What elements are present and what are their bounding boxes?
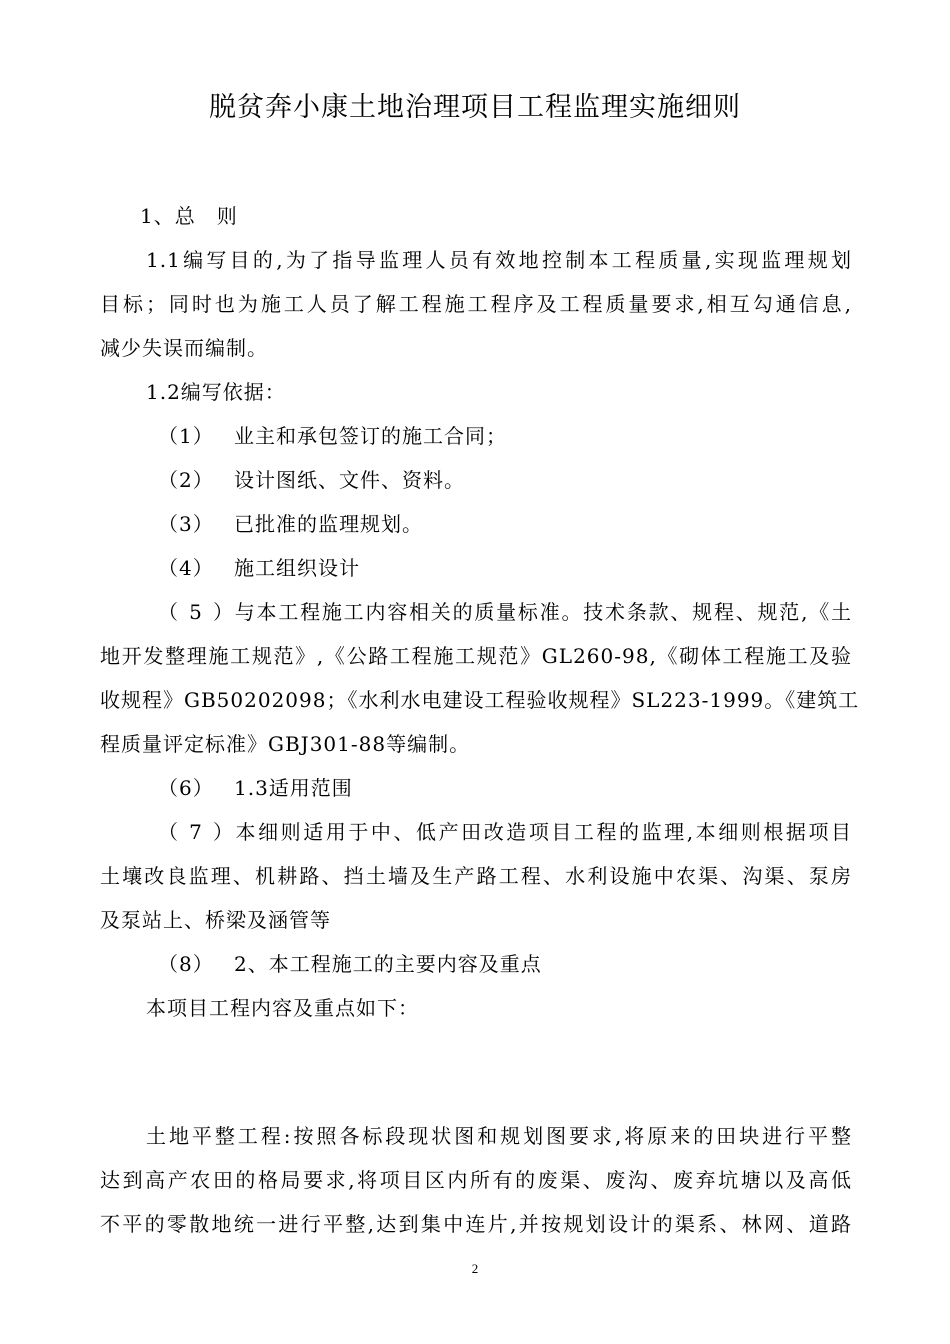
list-item-number: （8） bbox=[158, 952, 214, 976]
paragraph-line: 土壤改良监理、机耕路、挡土墙及生产路工程、水利设施中农渠、沟渠、泵房 bbox=[100, 864, 852, 888]
paragraph-line: 目标；同时也为施工人员了解工程施工程序及工程质量要求,相互勾通信息, bbox=[100, 292, 852, 316]
paragraph-line: 本项目工程内容及重点如下： bbox=[146, 996, 419, 1020]
section-heading-general: 1、总 则 bbox=[140, 204, 238, 228]
paragraph-line: 减少失误而编制。 bbox=[100, 336, 268, 360]
list-item bbox=[100, 766, 852, 810]
list-item-number: （4） bbox=[158, 556, 214, 580]
list-item-number: （5） bbox=[158, 600, 234, 624]
paragraph-land-leveling bbox=[100, 1114, 852, 1246]
paragraph-line: 及泵站上、桥梁及涵管等 bbox=[100, 908, 331, 932]
paragraph-line: 收规程》GB50202098；《水利水电建设工程验收规程》SL223-1999。《建筑工 bbox=[100, 688, 860, 712]
list-item-text: 施工组织设计 bbox=[234, 556, 360, 580]
list-item-standards bbox=[100, 590, 860, 766]
list-item-main-content bbox=[100, 942, 852, 986]
list-item-text: 与本工程施工内容相关的质量标准。技术条款、规程、规范,《土 bbox=[234, 600, 852, 624]
paragraph-line: 土地平整工程:按照各标段现状图和规划图要求,将原来的田块进行平整 bbox=[146, 1124, 852, 1148]
page-number: 2 bbox=[471, 1261, 479, 1276]
list-item bbox=[100, 414, 852, 458]
list-item-text: 业主和承包签订的施工合同； bbox=[234, 424, 507, 448]
paragraph-line: 程质量评定标准》GBJ301-88等编制。 bbox=[100, 732, 471, 756]
paragraph-line: 1.2编写依据： bbox=[146, 380, 286, 404]
list-item-applicability bbox=[100, 810, 852, 942]
list-item-text: 1.3适用范围 bbox=[234, 776, 353, 800]
list-item-text: 设计图纸、文件、资料。 bbox=[234, 468, 465, 492]
list-item-text: 本细则适用于中、低产田改造项目工程的监理,本细则根据项目 bbox=[234, 820, 852, 844]
list-item bbox=[100, 546, 852, 590]
paragraph-line: 达到高产农田的格局要求,将项目区内所有的废渠、废沟、废弃坑塘以及高低 bbox=[100, 1168, 852, 1192]
list-item-number: （2） bbox=[158, 468, 214, 492]
paragraph-purpose bbox=[100, 238, 852, 370]
list-item-number: （1） bbox=[158, 424, 214, 448]
paragraph-line: 地开发整理施工规范》,《公路工程施工规范》GL260-98,《砌体工程施工及验 bbox=[100, 644, 852, 668]
list-item-number: （6） bbox=[158, 776, 214, 800]
list-item-text: 已批准的监理规划。 bbox=[234, 512, 423, 536]
list-item-text: 2、本工程施工的主要内容及重点 bbox=[234, 952, 542, 976]
list-item bbox=[100, 942, 852, 986]
list-item bbox=[100, 502, 852, 546]
basis-list bbox=[100, 414, 852, 590]
list-item-number: （3） bbox=[158, 512, 214, 536]
list-item bbox=[100, 590, 852, 634]
list-item bbox=[100, 458, 852, 502]
list-item-number: （7） bbox=[158, 820, 234, 844]
document-title: 脱贫奔小康土地治理项目工程监理实施细则 bbox=[209, 92, 741, 123]
list-item-scope bbox=[100, 766, 852, 810]
paragraph-line: 不平的零散地统一进行平整,达到集中连片,并按规划设计的渠系、林网、道路 bbox=[100, 1212, 852, 1236]
list-item bbox=[100, 810, 852, 854]
paragraph-basis-heading bbox=[100, 370, 852, 414]
paragraph-key-content bbox=[100, 986, 852, 1030]
paragraph-line: 1.1编写目的,为了指导监理人员有效地控制本工程质量,实现监理规划 bbox=[146, 248, 852, 272]
